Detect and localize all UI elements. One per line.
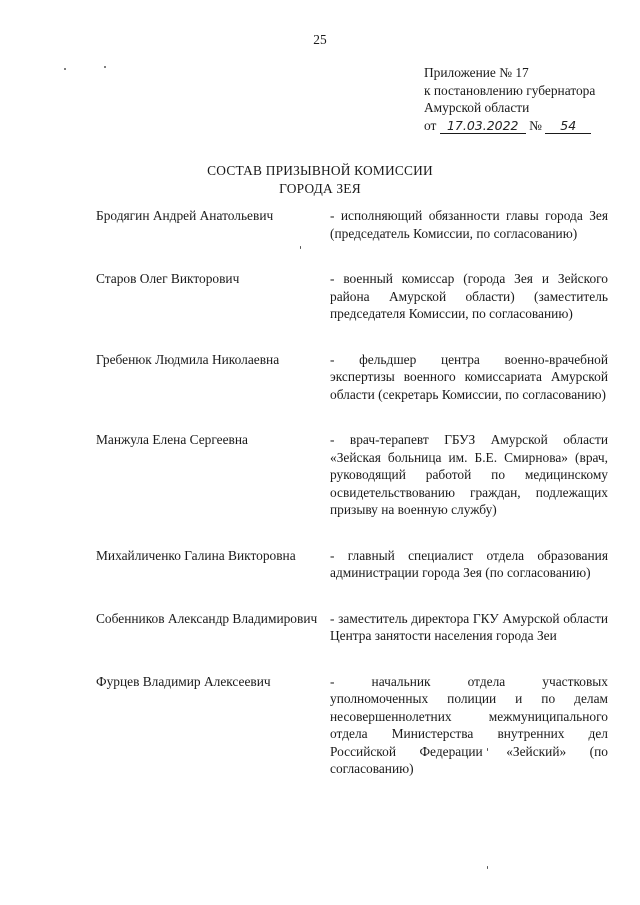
handwritten-number: 54	[545, 119, 591, 134]
member-name: Манжула Елена Сергеевна	[96, 432, 248, 447]
member-role: - военный комиссар (города Зея и Зейского района Амурской области) (заместитель председателя Комиссии, по согласованию)	[330, 271, 608, 321]
appendix-date-line	[424, 117, 624, 135]
handwritten-date: 17.03.2022	[440, 119, 526, 134]
member-row	[96, 431, 608, 519]
member-role: - заместитель директора ГКУ Амурской области Центра занятости населения города Зеи	[330, 610, 608, 643]
member-role: - главный специалист отдела образования администрации города Зея (по согласованию)	[330, 547, 608, 580]
member-name: Старов Олег Викторович	[96, 271, 240, 286]
member-name: Бродягин Андрей Анатольевич	[96, 208, 274, 223]
member-row	[96, 270, 608, 323]
member-role: - исполняющий обязанности главы города Зея (председатель Комиссии, по согласованию)	[330, 208, 608, 241]
title-line-1: СОСТАВ ПРИЗЫВНОЙ КОМИССИИ	[207, 163, 433, 178]
scan-speck	[104, 66, 106, 68]
appendix-region: Амурской области	[424, 100, 530, 115]
number-prefix: №	[529, 117, 542, 133]
member-role: - начальник отдела участковых уполномоченных полиции и по делам несовершеннолетних межмуниципального отдела Министерства внутренних дел Российской Федерации «Зейский» (по согласованию)	[330, 673, 608, 776]
appendix-number: Приложение № 17	[424, 65, 529, 80]
member-row	[96, 207, 608, 242]
member-name: Михайличенко Галина Викторовна	[96, 547, 296, 563]
member-row	[96, 610, 608, 645]
member-role: - фельдшер центра военно-врачебной экспертизы военного комиссариата Амурской области (секретарь Комиссии, по согласованию)	[330, 351, 608, 402]
scan-speck	[64, 68, 66, 70]
member-row	[96, 351, 608, 404]
document-title	[0, 162, 640, 197]
commission-members-list	[96, 207, 608, 806]
member-name: Фурцев Владимир Алексеевич	[96, 673, 271, 689]
member-row	[96, 673, 608, 778]
member-role: - врач-терапевт ГБУЗ Амурской области «Зейская больница им. Б.Е. Смирнова» (врач, руководящий работой по медицинскому освидетельствованию граждан, подлежащих призыву на военную службу)	[330, 432, 608, 517]
member-name: Гребенюк Людмила Николаевна	[96, 351, 280, 367]
member-row	[96, 547, 608, 582]
title-line-2: ГОРОДА ЗЕЯ	[279, 180, 361, 196]
date-prefix: от	[424, 117, 437, 133]
appendix-block	[424, 64, 624, 134]
scan-speck	[487, 866, 488, 869]
appendix-reference: к постановлению губернатора	[424, 82, 596, 98]
page-number: 25	[313, 32, 327, 47]
member-name: Собенников Александр Владимирович	[96, 610, 318, 626]
